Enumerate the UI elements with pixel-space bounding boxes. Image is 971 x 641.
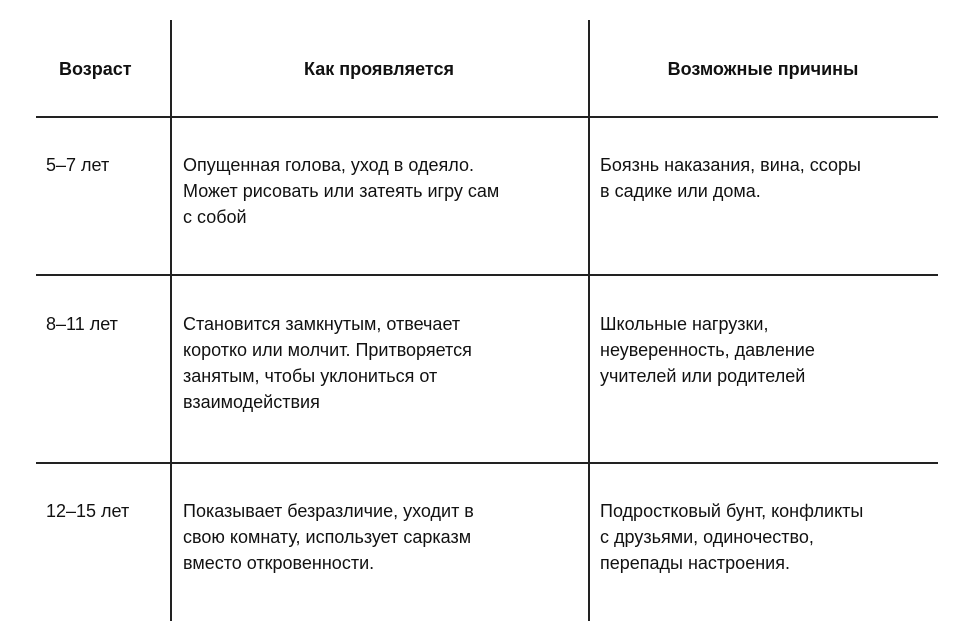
header-divider [36, 116, 938, 118]
row-1-causes: Боязнь наказания, вина, ссоры в садике или дома. [600, 155, 861, 201]
table [36, 20, 938, 621]
row-1-age: 5–7 лет [46, 155, 110, 175]
row-divider-1 [36, 274, 938, 276]
row-3-causes: Подростковый бунт, конфликты с друзьями, одиночество, перепады настроения. [600, 501, 864, 573]
header-causes: Возможные причины [667, 59, 859, 79]
header-age: Возраст [59, 59, 132, 79]
row-3-age: 12–15 лет [46, 501, 130, 521]
row-divider-2 [36, 462, 938, 464]
row-2-causes: Школьные нагрузки, неуверенность, давление учителей или родителей [600, 314, 815, 386]
row-2-age: 8–11 лет [46, 314, 118, 334]
row-1-manifestation: Опущенная голова, уход в одеяло. Может рисовать или затеять игру сам с собой [183, 155, 500, 227]
row-3-manifestation: Показывает безразличие, уходит в свою комнату, использует сарказм вместо откровенности. [183, 501, 474, 573]
column-divider-1 [170, 20, 172, 621]
row-2-manifestation: Становится замкнутым, отвечает коротко или молчит. Притворяется занятым, чтобы уклониться от взаимодействия [183, 314, 472, 412]
header-manifestation: Как проявляется [304, 59, 454, 79]
column-divider-2 [588, 20, 590, 621]
